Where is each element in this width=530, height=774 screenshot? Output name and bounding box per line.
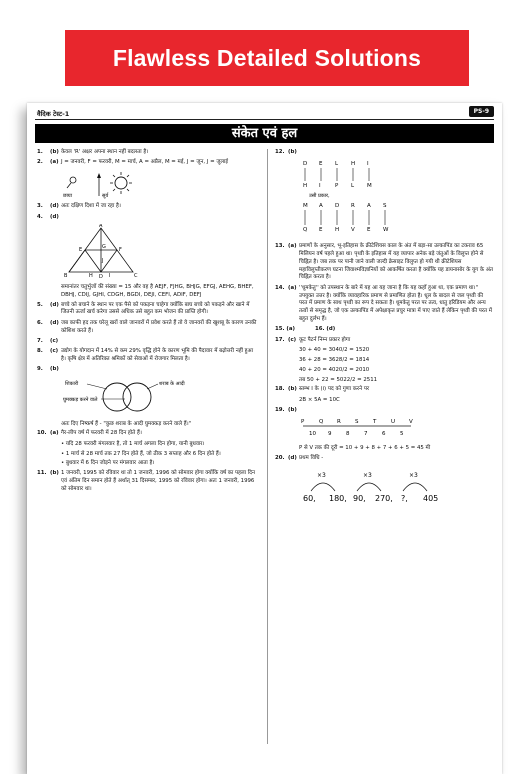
svg-text:90,: 90, <box>353 493 366 503</box>
answer-4-text: समानांतर चतुर्भुजों की संख्या = 15 और वह है AEJF, FJHG, BHJG, EFGJ, AEHG, BHEF, DBHJ, CDIJ, GJHI, CDGH, BGDI, DEJI, CEFI, ADIF, DEFJ <box>61 283 254 298</box>
answer-14: 14. (a) ''धूमकेतु'' को उपस्थान के बारे में यह आ यह जाना है कि यह कहाँ हुआ था, एक प्रमाण था।'' उपयुक्त उत्तर है। क्योंकि व्यावहारिक प्रमाण से प्रमाणित होता है। धूल के बादल से जल पृथ्वी की परत में प्रमाण के साथ पृथ्वी का रूप दे सकता है। धूमकेतु परत पर तत्व, धातु इरिडियम और अन्य तत्वों से समृद्ध है, जो एक उल्कापिंड में अपेक्षाकृत प्रचुर मात्रा में पाए जाते हैं लेकिन पृथ्वी की परत में बहुत दुर्लभ हैं। <box>275 284 493 323</box>
answer-10-bullet: • बुधवार में 6 दिन जोड़ने पर मंगलवार आता है। <box>61 460 155 467</box>
answer-5: 5. (d) बच्चे को बचाने के स्थान पर एक पैसे को पकड़ना चाहेगा क्योंकि बाघ बच्चे को पकड़ने और खाने में जितनी ऊर्जा खर्च करेगा उससे अधिक उसे बहुत कम भोजन की प्राप्ति होगी। <box>37 301 250 316</box>
svg-text:E: E <box>367 227 371 234</box>
svg-text:270,: 270, <box>375 493 393 503</box>
q3-shadow-label: छाया <box>63 192 72 199</box>
svg-text:D: D <box>99 274 103 281</box>
q17-line: 36 + 28 = 3628/2 = 1814 <box>299 356 370 363</box>
answer-4-head: 4. (d) <box>37 213 59 220</box>
svg-text:S: S <box>355 418 359 425</box>
svg-text:×3: ×3 <box>409 471 418 479</box>
shadow-marker-icon <box>70 177 76 183</box>
answer-1: 1. (b) केवल 'R' अक्षर अपना स्थान नहीं बदलता है। <box>37 149 149 155</box>
solution-page <box>27 103 502 774</box>
svg-text:×3: ×3 <box>363 471 372 479</box>
q19-text: P से V तक की दूरी = 10 + 9 + 8 + 7 + 6 + 5 = 45 मी <box>299 444 431 451</box>
svg-text:M: M <box>303 203 308 210</box>
svg-text:I: I <box>319 183 321 190</box>
q20-series-figure <box>299 465 493 509</box>
answer-10-bullet: • यदि 28 फरवरी मंगलवार है, तो 1 मार्च अगला दिन होगा, यानी बुधवार। <box>61 440 205 447</box>
svg-text:H: H <box>303 183 308 190</box>
answer-19-head: 19. (b) <box>275 406 297 413</box>
q3-sun-label: सूर्य <box>102 192 109 199</box>
sun-icon <box>115 177 127 189</box>
svg-text:E: E <box>319 227 323 234</box>
column-divider <box>267 149 268 744</box>
svg-text:B: B <box>64 273 68 280</box>
svg-text:शराब के आदी: शराब के आदी <box>159 380 185 387</box>
svg-text:×3: ×3 <box>317 471 326 479</box>
q18-line: 2B × 5A = 10C <box>299 396 340 403</box>
section-title: संकेत एवं हल <box>35 124 494 143</box>
svg-text:Q: Q <box>303 227 308 234</box>
svg-text:S: S <box>383 203 387 210</box>
left-column <box>37 149 259 496</box>
answer-10: 10. (a) गैर-लीप वर्ष में फरवरी में 28 दिन होते हैं। <box>37 430 142 437</box>
answer-9-head: 9. (b) <box>37 366 59 373</box>
svg-text:F: F <box>119 247 122 254</box>
answer-13: 13. (a) प्रमाणों के अनुसार, भू-इतिहास के क्रीटेशियस काल के अंत में बड़ा-सा उल्कापिंड का टकराव 65 मिलियन वर्ष पहले हुआ था। पृथ्वी के इतिहास में यह व्यापार अनेक बड़े जंतुओं के विलुप्त होने से चिह्नित है। जब तक पर पानी जाने वाली जल्दी क्रेसाइट विलुप्त हो गयी थी क्रीटेशियस महाविलुप्तीकरण घटना जिवाश्मविज्ञानियों को आकर्षित करता है क्योंकि यह डायनासोर के युग के अंत चिह्नित करता है। <box>275 243 493 281</box>
svg-text:A: A <box>367 203 371 210</box>
answer-12-head: 12. (b) <box>275 149 297 155</box>
q9-venn-diagram <box>61 377 259 421</box>
answer-10-bullet: • 1 मार्च से 28 मार्च तक 27 दिन होते हैं, जो ठीक 3 सप्ताह और 6 दिन होते हैं। <box>61 450 221 457</box>
svg-text:9: 9 <box>328 430 332 437</box>
svg-text:V: V <box>409 418 413 425</box>
answer-2: 2. (a) J = जनवरी, F = फरवरी, M = मार्च, A = अप्रैल, M = मई, J = जून, J = जुलाई <box>37 159 229 166</box>
q3-figure <box>61 170 259 204</box>
svg-text:V: V <box>351 227 355 234</box>
q4-triangle-figure <box>61 224 259 284</box>
answer-7: 7. (c) <box>37 337 59 344</box>
banner-title: Flawless Detailed Solutions <box>112 44 422 71</box>
q17-line: 30 + 40 = 3040/2 = 1520 <box>299 347 370 354</box>
svg-text:W: W <box>383 227 389 234</box>
svg-text:L: L <box>351 183 355 190</box>
svg-text:G: G <box>102 244 106 251</box>
banner <box>65 30 469 86</box>
svg-text:M: M <box>367 183 372 190</box>
answer-15-16: 15. (a) 16. (d) <box>275 326 336 333</box>
svg-text:H: H <box>351 161 356 168</box>
svg-text:R: R <box>351 203 355 210</box>
svg-text:P: P <box>301 418 305 425</box>
svg-text:E: E <box>319 161 323 168</box>
svg-text:E: E <box>79 247 83 254</box>
answer-18: 18. (b) स्तम्भ I के (i) पद को गुणा करने पर <box>275 386 370 393</box>
svg-text:I: I <box>367 161 369 168</box>
answer-17: 17. (c) कूट पैटर्न निम्न प्रकार होगा <box>275 336 351 343</box>
q17-line: तब 50 + 22 = 5022/2 = 2511 <box>299 376 378 383</box>
svg-text:शिकारी: शिकारी <box>65 380 79 387</box>
svg-text:405: 405 <box>423 493 439 503</box>
svg-text:T: T <box>373 418 377 425</box>
test-label: वैदिक टेस्ट-1 <box>37 110 70 118</box>
answer-8: 8. (c) उद्योग के योगदान में 14% से कम 29% वृद्धि होने के कारण भूमि की पैदावार में बढ़ोत्तरी नहीं हुआ है। कृषि क्षेत्र में अतिरिक्त श्रमिकों को सेवाओं में रोजगार मिलता है। <box>37 348 254 363</box>
answer-3: 3. (d) अतः दक्षिण दिशा में जा रहा है। <box>37 203 121 210</box>
q19-distance-line <box>299 417 493 445</box>
svg-text:10: 10 <box>309 430 316 437</box>
svg-text:P: P <box>335 183 339 190</box>
answer-11: 11. (b) 1 जनवरी, 1995 को रविवार था तो 1 जनवरी, 1996 को सोमवार होगा क्योंकि वर्ष का पहला दिन एवं अंतिम दिन समान होते हैं अर्थात् 31 दिसम्बर, 1995 को रविवार होगा। अतः 1 जनवरी, 1996 को सोमवार था। <box>37 470 255 492</box>
svg-text:D: D <box>335 203 340 210</box>
svg-text:Q: Q <box>319 418 324 425</box>
svg-text:J: J <box>102 258 104 265</box>
svg-text:R: R <box>337 418 341 425</box>
svg-text:उसी प्रकार,: उसी प्रकार, <box>309 193 330 200</box>
answer-20: 20. (d) प्रथम विधि - <box>275 454 324 461</box>
svg-text:180,: 180, <box>329 493 347 503</box>
svg-text:A: A <box>99 224 103 230</box>
q12-letter-diagram <box>299 159 493 243</box>
svg-text:6: 6 <box>382 430 386 437</box>
svg-text:घुमक्कड़ करने वाले: घुमक्कड़ करने वाले <box>63 396 98 403</box>
svg-text:H: H <box>335 227 340 234</box>
svg-text:7: 7 <box>364 430 368 437</box>
svg-text:C: C <box>134 273 138 280</box>
svg-text:U: U <box>391 418 396 425</box>
answer-6: 6. (d) जब काफी हद तक घरेलू खरों वाले जानवरों में प्रवेश करते हैं तो वे जानवरों की खुशबू के कारण उनकी कोशिश करते हैं। <box>37 319 257 334</box>
page-number-badge: PS-9 <box>469 106 494 117</box>
svg-text:D: D <box>303 161 308 168</box>
svg-text:60,: 60, <box>303 493 316 503</box>
answer-9-text: अतः दिए निष्कर्ष हैं - "कुछ शराब के आदी घुमक्कड़ करने वाले हैं।" <box>61 420 192 427</box>
header-rule <box>35 119 494 120</box>
svg-text:I: I <box>109 273 111 280</box>
svg-text:A: A <box>319 203 323 210</box>
svg-text:H: H <box>89 273 93 280</box>
q17-line: 40 + 20 = 4020/2 = 2010 <box>299 366 370 373</box>
svg-text:L: L <box>335 161 339 168</box>
svg-text:8: 8 <box>346 430 350 437</box>
svg-text:?,: ?, <box>401 493 408 503</box>
right-column <box>275 149 493 509</box>
svg-text:5: 5 <box>400 430 404 437</box>
